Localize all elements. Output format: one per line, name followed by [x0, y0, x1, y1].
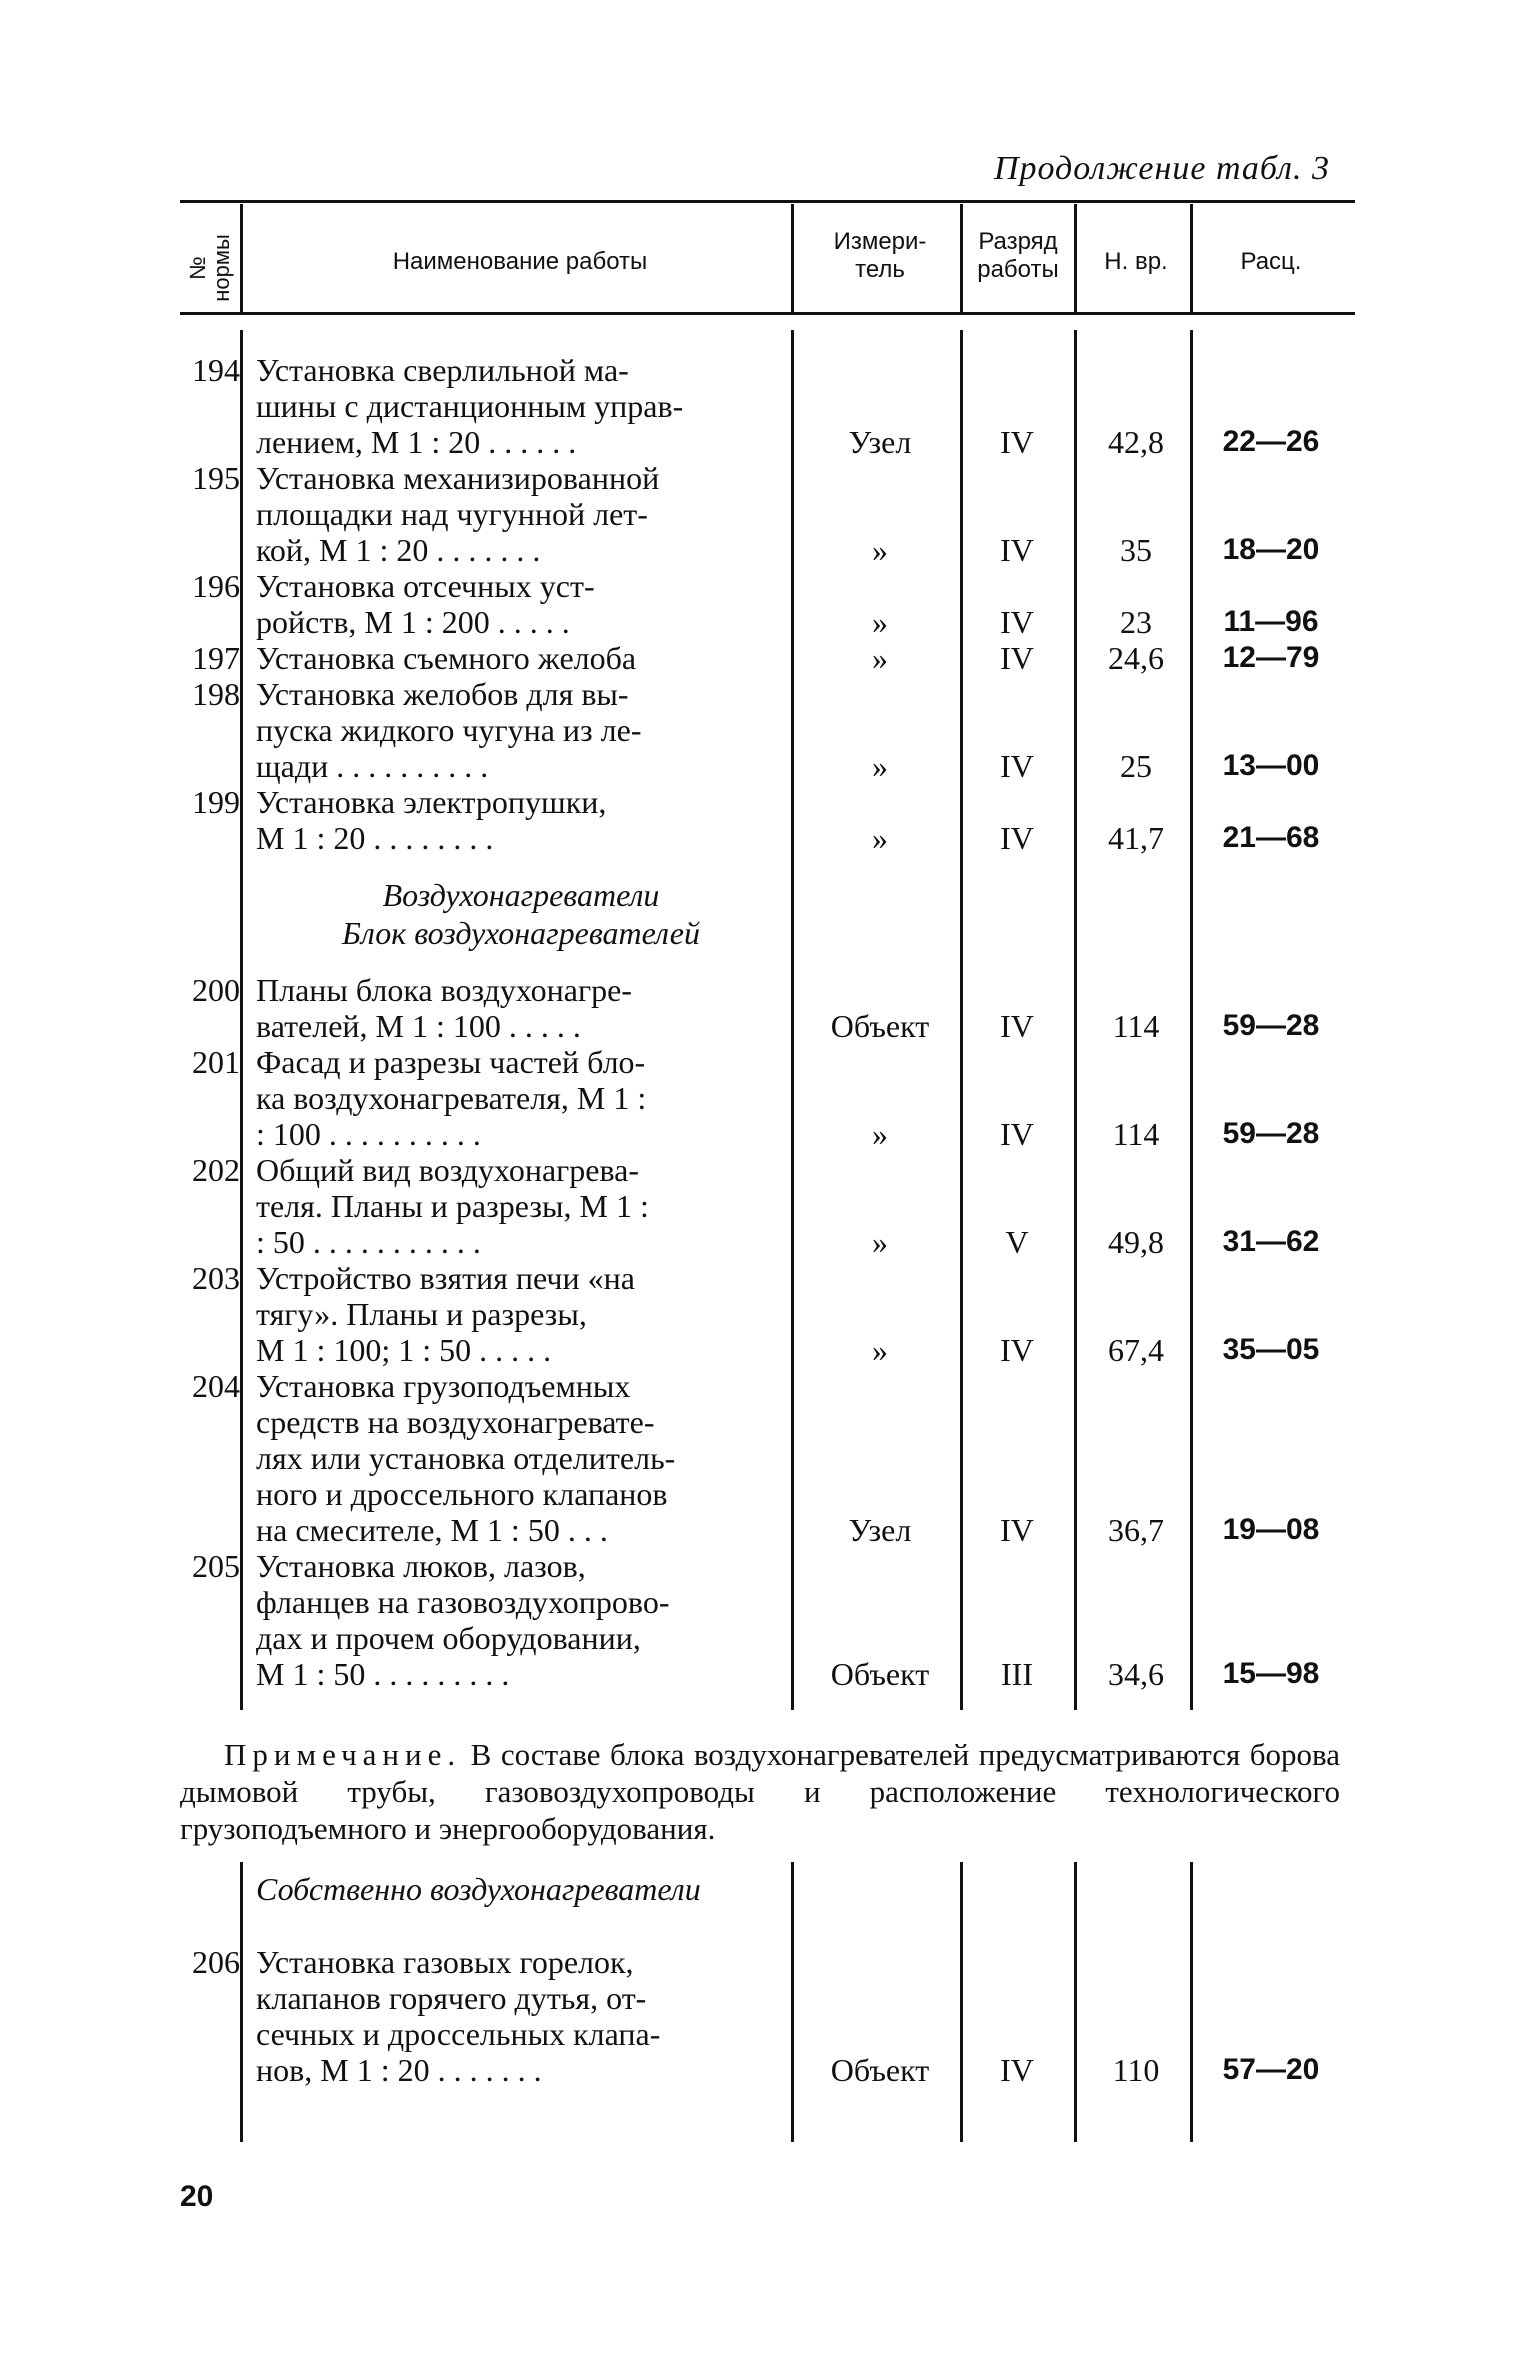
- time-cell: 49,8: [1108, 1224, 1164, 1260]
- description-line: на смесителе, М 1 : 50 . . .: [256, 1512, 608, 1548]
- description-line: тягу». Планы и разрезы,: [256, 1296, 587, 1332]
- header-divider: [791, 204, 794, 312]
- norm-number: 198: [192, 676, 240, 712]
- time-cell: 35: [1120, 532, 1152, 568]
- description-line: лением, М 1 : 20 . . . . . .: [256, 424, 577, 460]
- section-subtitle: Блок воздухонагревателей: [342, 915, 700, 951]
- rate-cell: 59—28: [1222, 1117, 1320, 1150]
- column-divider: [791, 1862, 794, 2142]
- time-cell: 36,7: [1108, 1512, 1164, 1548]
- header-grade-line1: Разряд: [978, 228, 1058, 255]
- grade-cell: IV: [1000, 604, 1034, 640]
- norm-number: 197: [192, 640, 240, 676]
- description-line: Установка сверлильной ма-: [256, 352, 629, 388]
- grade-cell: IV: [1000, 640, 1034, 676]
- header-top-rule: [180, 200, 1355, 203]
- work-description: [256, 972, 786, 1044]
- description-line: шины с дистанционным управ-: [256, 388, 684, 424]
- rate-cell: 35—05: [1222, 1333, 1320, 1366]
- rate-cell: 22—26: [1222, 425, 1320, 458]
- description-line: ройств, М 1 : 200 . . . . .: [256, 604, 570, 640]
- header-rate: Расц.: [1240, 248, 1302, 275]
- description-line: ка воздухонагревателя, М 1 :: [256, 1080, 647, 1116]
- time-cell: 114: [1112, 1116, 1160, 1152]
- table-note: [180, 1736, 1340, 1847]
- note-label: Примечание.: [224, 1737, 462, 1772]
- description-line: лях или установка отделитель-: [256, 1440, 676, 1476]
- work-description: [256, 1548, 786, 1692]
- column-divider: [960, 1862, 963, 2142]
- time-cell: 23: [1120, 604, 1152, 640]
- note-text: В составе блока воздухонагревателей предусматриваются борова дымовой трубы, газовоздухопроводы и расположение технологического грузоподъемного и энергооборудования.: [180, 1737, 1340, 1846]
- description-line: сечных и дроссельных клапа-: [256, 2016, 661, 2052]
- header-norm-no: № нормы: [185, 234, 234, 302]
- time-cell: 67,4: [1108, 1332, 1164, 1368]
- rate-cell: 12—79: [1222, 641, 1320, 674]
- description-line: М 1 : 50 . . . . . . . . .: [256, 1656, 510, 1692]
- description-line: Фасад и разрезы частей бло-: [256, 1044, 646, 1080]
- grade-cell: IV: [1000, 1332, 1034, 1368]
- column-divider: [240, 330, 243, 1710]
- work-description: [256, 1044, 786, 1152]
- header-unit: [800, 228, 960, 284]
- header-divider: [960, 204, 963, 312]
- grade-cell: IV: [1000, 2052, 1034, 2088]
- norm-number: 199: [192, 784, 240, 820]
- grade-cell: IV: [1000, 748, 1034, 784]
- time-cell: 25: [1120, 748, 1152, 784]
- description-line: средств на воздухонагревате-: [256, 1404, 655, 1440]
- unit-cell: Узел: [848, 1512, 912, 1548]
- grade-cell: V: [1005, 1224, 1029, 1260]
- work-description: [256, 352, 786, 460]
- description-line: клапанов горячего дутья, от-: [256, 1980, 647, 2016]
- description-line: теля. Планы и разрезы, М 1 :: [256, 1188, 649, 1224]
- description-line: дах и прочем оборудовании,: [256, 1620, 641, 1656]
- unit-cell: Объект: [830, 1008, 930, 1044]
- header-work-name: Наименование работы: [392, 248, 648, 275]
- description-line: Установка люков, лазов,: [256, 1548, 586, 1584]
- section-title: Воздухонагреватели: [382, 877, 660, 913]
- work-description: [256, 1260, 786, 1368]
- work-description: [256, 784, 786, 856]
- description-line: Установка грузоподъемных: [256, 1368, 631, 1404]
- description-line: : 100 . . . . . . . . . .: [256, 1116, 481, 1152]
- rate-cell: 13—00: [1222, 749, 1320, 782]
- column-divider: [1190, 1862, 1193, 2142]
- header-unit-line1: Измери-: [833, 228, 927, 255]
- rate-cell: 15—98: [1222, 1657, 1320, 1690]
- work-description: [256, 568, 786, 640]
- time-cell: 41,7: [1108, 820, 1164, 856]
- header-grade: [962, 228, 1074, 284]
- unit-cell: Объект: [830, 2052, 930, 2088]
- section-heading: Собственно воздухонагреватели: [256, 1871, 701, 1907]
- unit-cell: »: [872, 1332, 888, 1368]
- column-divider: [1074, 330, 1077, 1710]
- header-divider: [240, 204, 243, 312]
- norm-number: 194: [192, 352, 240, 388]
- norm-number: 202: [192, 1152, 240, 1188]
- unit-cell: »: [872, 1224, 888, 1260]
- rate-cell: 57—20: [1222, 2053, 1320, 2086]
- header-time: Н. вр.: [1104, 248, 1168, 275]
- description-line: пуска жидкого чугуна из ле-: [256, 712, 642, 748]
- unit-cell: »: [872, 748, 888, 784]
- description-line: Устройство взятия печи «на: [256, 1260, 635, 1296]
- column-divider: [1074, 1862, 1077, 2142]
- column-divider: [240, 1862, 243, 2142]
- unit-cell: Узел: [848, 424, 912, 460]
- rate-cell: 19—08: [1222, 1513, 1320, 1546]
- description-line: вателей, М 1 : 100 . . . . .: [256, 1008, 581, 1044]
- unit-cell: »: [872, 820, 888, 856]
- description-line: нов, М 1 : 20 . . . . . . .: [256, 2052, 542, 2088]
- time-cell: 24,6: [1108, 640, 1164, 676]
- work-description: [256, 640, 786, 676]
- description-line: Установка желобов для вы-: [256, 676, 629, 712]
- header-grade-line2: работы: [977, 256, 1059, 283]
- description-line: Общий вид воздухонагрева-: [256, 1152, 640, 1188]
- page-number: 20: [180, 2180, 214, 2213]
- description-line: ного и дроссельного клапанов: [256, 1476, 668, 1512]
- rate-cell: 18—20: [1222, 533, 1320, 566]
- description-line: площадки над чугунной лет-: [256, 496, 648, 532]
- norm-number: 204: [192, 1368, 240, 1404]
- table-caption: Продолжение табл. 3: [993, 150, 1330, 187]
- unit-cell: Объект: [830, 1656, 930, 1692]
- work-description: [256, 460, 786, 568]
- unit-cell: »: [872, 604, 888, 640]
- norm-number: 195: [192, 460, 240, 496]
- norm-number: 206: [192, 1944, 240, 1980]
- column-divider: [791, 330, 794, 1710]
- unit-cell: »: [872, 640, 888, 676]
- grade-cell: IV: [1000, 1008, 1034, 1044]
- description-line: М 1 : 100; 1 : 50 . . . . .: [256, 1332, 552, 1368]
- norm-number: 200: [192, 972, 240, 1008]
- description-line: Планы блока воздухонагре-: [256, 972, 632, 1008]
- header-unit-line2: тель: [855, 256, 905, 283]
- unit-cell: »: [872, 1116, 888, 1152]
- work-description: [256, 1368, 786, 1548]
- description-line: Установка отсечных уст-: [256, 568, 595, 604]
- description-line: Установка электропушки,: [256, 784, 607, 820]
- header-divider: [1074, 204, 1077, 312]
- grade-cell: IV: [1000, 1116, 1034, 1152]
- grade-cell: IV: [1000, 820, 1034, 856]
- grade-cell: IV: [1000, 532, 1034, 568]
- norm-number: 201: [192, 1044, 240, 1080]
- unit-cell: »: [872, 532, 888, 568]
- time-cell: 114: [1112, 1008, 1160, 1044]
- time-cell: 42,8: [1108, 424, 1164, 460]
- header-bottom-rule: [180, 312, 1355, 315]
- time-cell: 110: [1112, 2052, 1160, 2088]
- rate-cell: 31—62: [1222, 1225, 1320, 1258]
- grade-cell: IV: [1000, 1512, 1034, 1548]
- work-description: [256, 676, 786, 784]
- norm-number: 205: [192, 1548, 240, 1584]
- norm-number: 203: [192, 1260, 240, 1296]
- header-divider: [1190, 204, 1193, 312]
- description-line: фланцев на газовоздухопрово-: [256, 1584, 670, 1620]
- work-description: [256, 1152, 786, 1260]
- norm-number: 196: [192, 568, 240, 604]
- grade-cell: III: [1001, 1656, 1033, 1692]
- section-heading: [256, 876, 786, 952]
- rate-cell: 59—28: [1222, 1009, 1320, 1042]
- time-cell: 34,6: [1108, 1656, 1164, 1692]
- description-line: Установка газовых горелок,: [256, 1944, 634, 1980]
- description-line: Установка съемного желоба: [256, 640, 637, 676]
- work-description: [256, 1944, 786, 2088]
- description-line: кой, М 1 : 20 . . . . . . .: [256, 532, 541, 568]
- description-line: Установка механизированной: [256, 460, 660, 496]
- description-line: М 1 : 20 . . . . . . . .: [256, 820, 494, 856]
- grade-cell: IV: [1000, 424, 1034, 460]
- description-line: : 50 . . . . . . . . . . .: [256, 1224, 481, 1260]
- rate-cell: 21—68: [1222, 821, 1320, 854]
- rate-cell: 11—96: [1223, 605, 1319, 638]
- description-line: щади . . . . . . . . . .: [256, 748, 489, 784]
